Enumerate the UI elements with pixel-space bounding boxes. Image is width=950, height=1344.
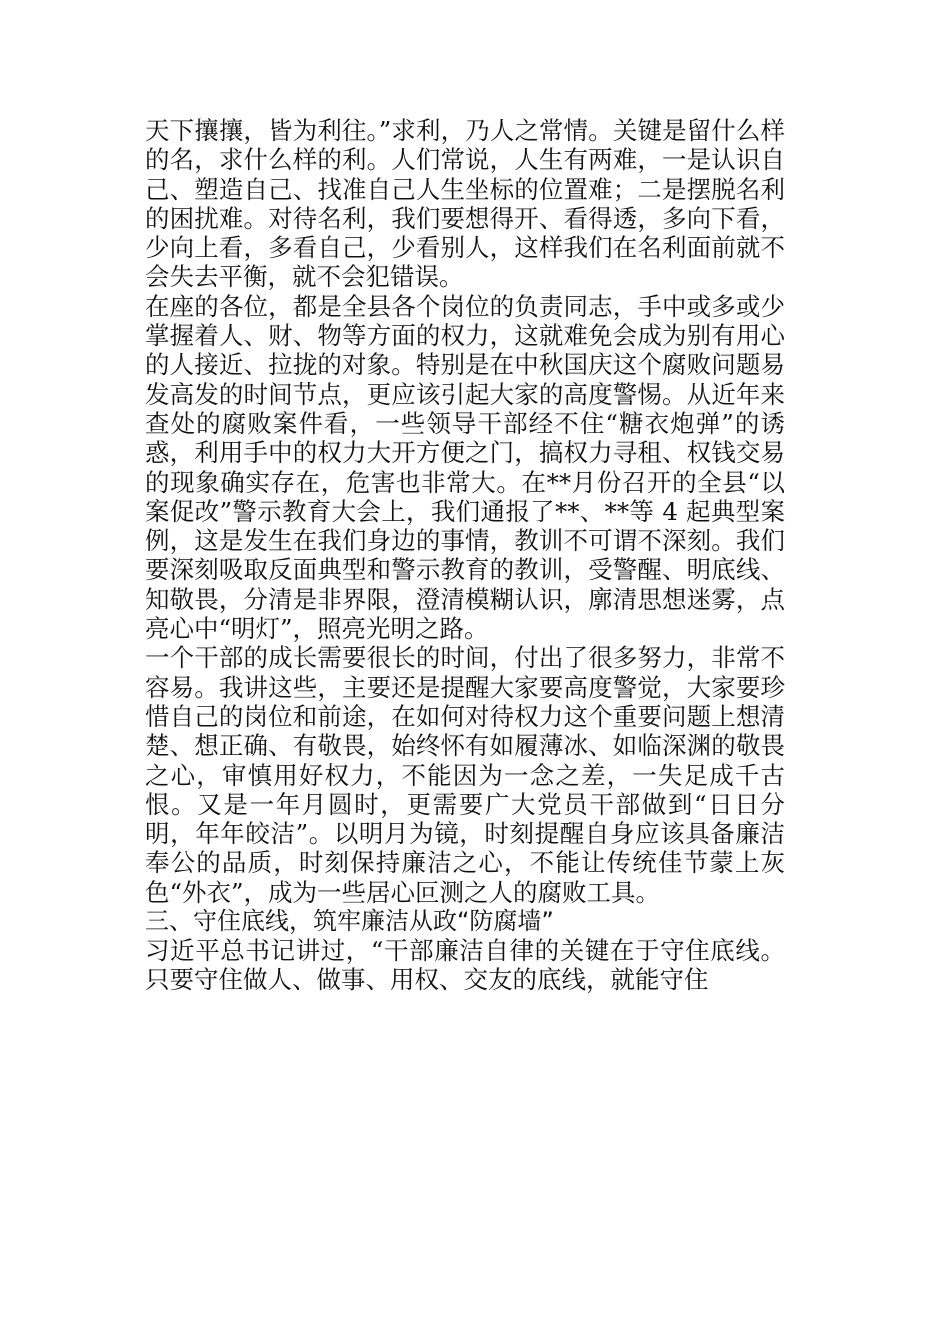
paragraph-warning-cases: 在座的各位，都是全县各个岗位的负责同志，手中或多或少掌握着人、财、物等方面的权力，这就难免会成为别有用心的人接近、拉拢的对象。特别是在中秋国庆这个腐败问题易发高发的时间节点，更应该引起大家的高度警惕。从近年来查处的腐败案件看，一些领导干部经不住“糖衣炮弹”的诱惑，利用手中的权力大开方便之门，搞权力寻租、权钱交易的现象确实存在，危害也非常大。在**月份召开的全县“以案促改”警示教育大会上，我们通报了**、**等 4 起典型案例，这是发生在我们身边的事情，教训不可谓不深刻。我们要深刻吸取反面典型和警示教育的教训，受警醒、明底线、知敬畏，分清是非界限，澄清模糊认识，廓清思想迷雾，点亮心中“明灯”，照亮光明之路。 xyxy=(145,291,785,644)
document-body xyxy=(145,116,785,995)
section-heading: 三、守住底线，筑牢廉洁从政“防腐墙” xyxy=(145,907,554,936)
paragraph-fame-and-profit: 天下攘攘，皆为利往。”求利，乃人之常情。关键是留什么样的名，求什么样的利。人们常说，人生有两难，一是认识自己、塑造自己、找准自己人生坐标的位置难；二是摆脱名利的困扰难。对待名利，我们要想得开、看得透，多向下看，少向上看，多看自己，少看别人，这样我们在名利面前就不会失去平衡，就不会犯错误。 xyxy=(145,116,785,292)
paragraph-bottom-line: 习近平总书记讲过，“干部廉洁自律的关键在于守住底线。只要守住做人、做事、用权、交友的底线，就能守住 xyxy=(145,936,785,995)
paragraph-cherish-position: 一个干部的成长需要很长的时间，付出了很多努力，非常不容易。我讲这些，主要还是提醒大家要高度警觉，大家要珍惜自己的岗位和前途，在如何对待权力这个重要问题上想清楚、想正确、有敬畏，始终怀有如履薄冰、如临深渊的敬畏之心，审慎用好权力，不能因为一念之差，一失足成千古恨。又是一年月圆时，更需要广大党员干部做到“日日分明，年年皎洁”。以明月为镜，时刻提醒自身应该具备廉洁奉公的品质，时刻保持廉洁之心，不能让传统佳节蒙上灰色“外衣”，成为一些居心叵测之人的腐败工具。 xyxy=(145,643,785,907)
